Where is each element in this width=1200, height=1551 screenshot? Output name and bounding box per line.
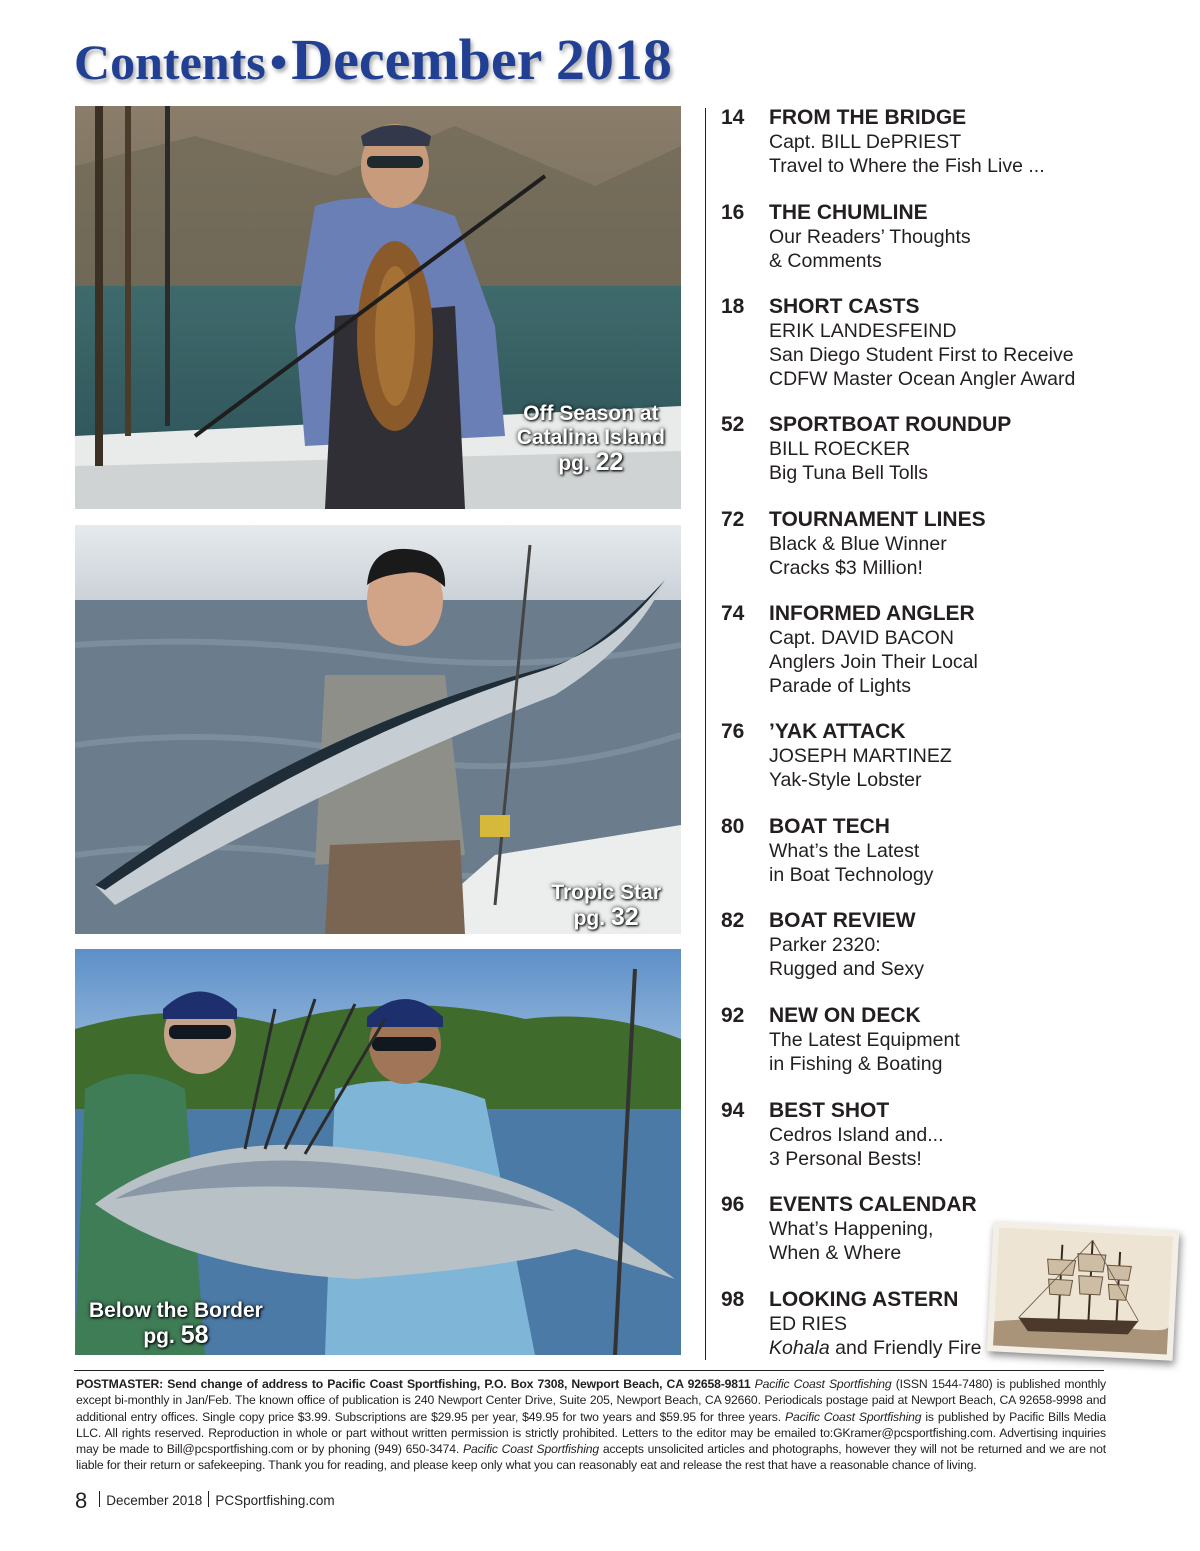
photo-catalina	[75, 106, 681, 509]
caption-line: Below the Border	[89, 1299, 263, 1322]
folio-separator	[208, 1491, 209, 1507]
toc-line: in Boat Technology	[769, 864, 934, 886]
caption-page-label: pg.	[573, 907, 606, 930]
folio	[75, 1488, 335, 1514]
caption-line: Off Season at	[523, 402, 659, 425]
toc-page-number: 82	[721, 909, 745, 932]
caption-page-number: 32	[610, 903, 639, 931]
toc-line: Parker 2320:	[769, 934, 881, 956]
toc-title: ’YAK ATTACK	[769, 720, 906, 743]
toc-line: Travel to Where the Fish Live ...	[769, 155, 1045, 177]
toc-line: What’s Happening,	[769, 1218, 934, 1240]
toc-line: JOSEPH MARTINEZ	[769, 745, 952, 767]
toc-page-number: 96	[721, 1193, 745, 1216]
toc-line-rest: and Friendly Fire	[829, 1337, 982, 1359]
photo-tropic-star-image	[75, 525, 681, 934]
toc-title: INFORMED ANGLER	[769, 602, 975, 625]
toc-line: Black & Blue Winner	[769, 533, 947, 555]
toc-line: San Diego Student First to Receive	[769, 344, 1074, 366]
photo-below-border-image	[75, 949, 681, 1355]
caption-tropic-star	[551, 881, 661, 931]
toc-page-number: 74	[721, 602, 745, 625]
toc-line: Anglers Join Their Local	[769, 651, 978, 673]
magazine-name: Pacific Coast Sportfishing	[754, 1377, 892, 1391]
folio-issue: December 2018	[106, 1493, 203, 1508]
title-issue: December 2018	[291, 27, 672, 92]
sailing-ship-image	[987, 1221, 1180, 1361]
toc-page-number: 16	[721, 201, 745, 224]
toc-title: FROM THE BRIDGE	[769, 106, 967, 129]
title-contents: Contents	[74, 34, 266, 90]
toc-title: BOAT TECH	[769, 815, 890, 838]
toc-page-number: 98	[721, 1288, 745, 1311]
caption-page-number: 58	[180, 1321, 209, 1349]
toc-title: SHORT CASTS	[769, 295, 920, 318]
toc-page-number: 94	[721, 1099, 745, 1122]
folio-separator	[99, 1491, 100, 1507]
caption-page-number: 22	[595, 448, 624, 476]
toc-page-number: 92	[721, 1004, 745, 1027]
caption-page-label: pg.	[558, 452, 590, 475]
toc-line: Parade of Lights	[769, 675, 912, 697]
title-bullet: •	[269, 34, 288, 90]
photo-sailing-ship	[987, 1221, 1180, 1361]
caption-line: Catalina Island	[516, 426, 665, 449]
postmaster-notice	[76, 1376, 1106, 1474]
toc-line: Our Readers’ Thoughts	[769, 226, 971, 248]
toc-title: SPORTBOAT ROUNDUP	[769, 413, 1012, 436]
photo-tropic-star	[75, 525, 681, 934]
toc-title: NEW ON DECK	[769, 1004, 921, 1027]
postmaster-text: (ISSN 1544-7480) is published monthly except bi-monthly in Jan/Feb. The known office of publication is 240 Newport Center Drive, Suite 205, Newport Beach, CA 92660. Periodicals postage paid at Newport Beach, CA 92658-9998 and additional entry offices. Single copy price $3.99. Subscriptions are $29.95 per year, $49.95 for two years and $59.95 for three years.	[76, 1377, 1106, 1424]
toc-title: EVENTS CALENDAR	[769, 1193, 977, 1216]
caption-catalina	[517, 402, 665, 476]
page-title	[74, 26, 672, 106]
toc-line: The Latest Equipment	[769, 1029, 960, 1051]
toc-line: 3 Personal Bests!	[769, 1148, 922, 1170]
toc-title: TOURNAMENT LINES	[769, 508, 986, 531]
toc-line: Capt. BILL DePRIEST	[769, 131, 962, 153]
toc-page-number: 52	[721, 413, 745, 436]
toc-page-number: 14	[721, 106, 745, 129]
toc-title: BEST SHOT	[769, 1099, 890, 1122]
toc-title: THE CHUMLINE	[769, 201, 928, 224]
folio-page-number: 8	[75, 1488, 88, 1513]
postmaster-lead: POSTMASTER: Send change of address to Pacific Coast Sportfishing, P.O. Box 7308, Newport Beach, CA 92658-9811	[76, 1377, 751, 1391]
toc-line: Capt. DAVID BACON	[769, 627, 954, 649]
toc-line: Cracks $3 Million!	[769, 557, 923, 579]
toc-page-number: 18	[721, 295, 745, 318]
toc-line: Cedros Island and...	[769, 1124, 944, 1146]
caption-below-border	[89, 1299, 263, 1349]
toc-page-number: 72	[721, 508, 745, 531]
toc-line: Big Tuna Bell Tolls	[769, 462, 928, 484]
toc-line: Yak-Style Lobster	[769, 769, 922, 791]
toc-line: BILL ROECKER	[769, 438, 911, 460]
column-divider	[705, 108, 706, 1360]
toc-line: in Fishing & Boating	[769, 1053, 943, 1075]
toc-line: When & Where	[769, 1242, 902, 1264]
footer-rule	[74, 1370, 1104, 1371]
folio-site[interactable]: PCSportfishing.com	[215, 1493, 335, 1508]
toc-line-italic: Kohala	[769, 1337, 830, 1359]
toc-line: ED RIES	[769, 1313, 848, 1335]
postmaster-text: accepts unsolicited articles and photographs, however they will not be returned and we are not liable for their return or safekeeping. Thank you for reading, and please keep only what you can reasonably eat and release the rest that have a reasonable chance of living.	[76, 1442, 1106, 1473]
magazine-name: Pacific Coast Sportfishing	[462, 1442, 600, 1457]
caption-page-label: pg.	[143, 1325, 175, 1348]
toc-line: & Comments	[769, 250, 882, 272]
magazine-name: Pacific Coast Sportfishing	[784, 1409, 922, 1424]
postmaster-text: is published by Pacific Bills Media LLC. All rights reserved. Reproduction in whole or part without written permission is strictly prohibited. Letters to the editor may be emailed to:GKramer@pcsportfishing.com. Advertising inquiries may be made to Bill@pcsportfishing.com or by phoning (949) 650-3474.	[76, 1409, 1106, 1457]
photo-below-border	[75, 949, 681, 1355]
toc-title: LOOKING ASTERN	[769, 1288, 959, 1311]
toc-line: ERIK LANDESFEIND	[769, 320, 957, 342]
caption-line: Tropic Star	[551, 881, 661, 904]
toc-page-number: 76	[721, 720, 745, 743]
toc-page-number: 80	[721, 815, 745, 838]
toc-title: BOAT REVIEW	[769, 909, 916, 932]
toc-line: Rugged and Sexy	[769, 958, 925, 980]
toc-line: What’s the Latest	[769, 840, 920, 862]
toc-line: CDFW Master Ocean Angler Award	[769, 368, 1076, 390]
